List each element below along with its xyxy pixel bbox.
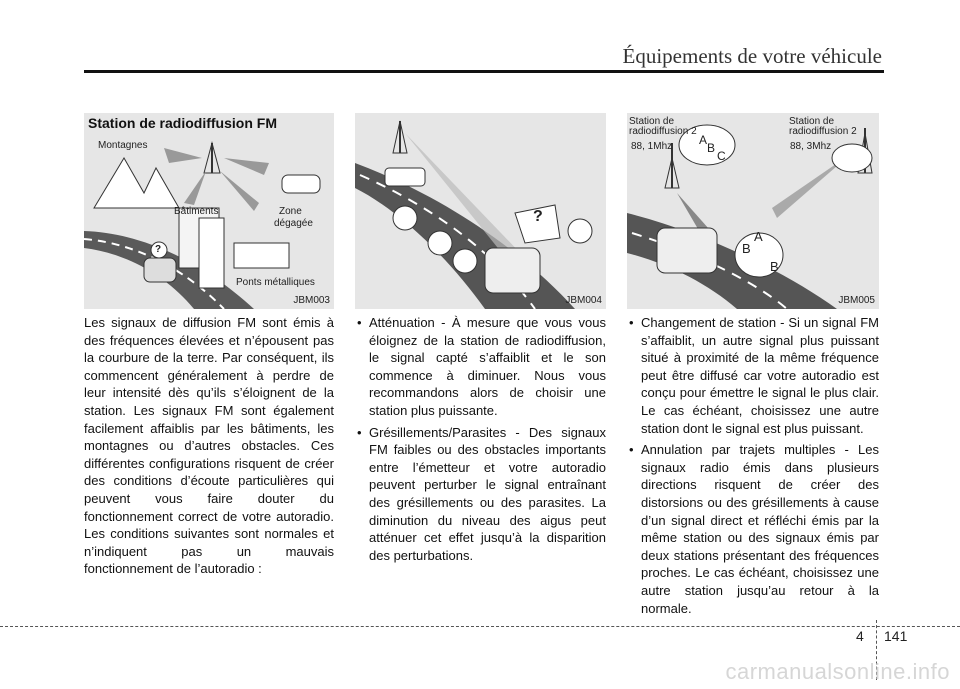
figure-station-change xyxy=(627,113,879,309)
label-mountains: Montagnes xyxy=(98,140,148,151)
figure-code: JBM003 xyxy=(293,295,330,306)
column-3 xyxy=(627,314,879,621)
label-freq-right: 88, 3Mhz xyxy=(790,141,832,152)
bullet-static xyxy=(355,424,606,565)
letter-a-bottom: A xyxy=(754,229,763,244)
label-station-right-2: radiodiffusion 2 xyxy=(789,126,857,137)
figure-title: Station de radiodiffusion FM xyxy=(88,115,277,131)
figure-attenuation xyxy=(355,113,606,309)
label-metal-bridges: Ponts métalliques xyxy=(236,277,315,288)
label-clear-zone-2: dégagée xyxy=(274,218,313,229)
letter-b-top: B xyxy=(707,141,716,155)
bullet-text: Grésillements/Parasites - Des signaux FM faibles ou des obstacles importants entre l’émetteur et votre autoradio peuvent perturber le signal entraînant des grésillements ou des parasites. La diminution du niveau des aigus peut atténuer cet effet jusqu’à la disparition des perturbations. xyxy=(369,424,606,563)
page-header-title: Équipements de votre véhicule xyxy=(622,44,882,68)
label-freq-left: 88, 1Mhz xyxy=(631,141,673,152)
column-2 xyxy=(355,314,606,568)
watermark: carmanualsonline.info xyxy=(725,659,950,684)
letter-c-top: C xyxy=(717,149,726,163)
label-station-right-1: Station de xyxy=(789,116,835,127)
bullet-dot: • xyxy=(629,442,634,458)
letter-b-bottom-2: B xyxy=(770,259,779,274)
page-number: 141 xyxy=(884,628,908,644)
figure-code: JBM005 xyxy=(838,295,875,306)
bullet-dot: • xyxy=(357,315,362,330)
chapter-number: 4 xyxy=(856,628,864,644)
bullet-station-change xyxy=(627,314,879,437)
letter-b-bottom-1: B xyxy=(742,241,751,256)
bullet-dot: • xyxy=(357,424,362,440)
label-buildings: Bâtiments xyxy=(174,206,219,217)
figure-fm-station xyxy=(84,113,334,309)
bullet-text: Annulation par trajets multiples - Les signaux radio émis dans plusieurs directions risquent de créer des distorsions ou des grésillements à cause d’un signal direct et réfléchi émis par la même station ou des signaux émis par deux stations présentant des fréquences proches. Le cas échéant, choisissez une autre station jusqu’au retour à la normale. xyxy=(641,442,879,616)
letter-a-top: A xyxy=(699,133,708,147)
label-station-left-2: radiodiffusion 2 xyxy=(629,126,697,137)
label-station-left-1: Station de xyxy=(629,116,675,127)
figure-code: JBM004 xyxy=(565,295,602,306)
footer-dashed-rule xyxy=(0,626,960,627)
bullet-attenuation xyxy=(355,314,606,420)
bullet-dot: • xyxy=(629,315,634,330)
bullet-text: Changement de station - Si un signal FM s’affaiblit, un autre signal plus puissant situé à proximité de la même fréquence peut être diffusé car votre autoradio est conçu pour émettre le signal le plus clair. Le cas échéant, choisissez une autre station dont le signal est plus puissant. xyxy=(641,315,879,436)
label-clear-zone-1: Zone xyxy=(279,206,302,217)
bullet-text: Atténuation - À mesure que vous vous éloignez de la station de radiodiffusion, le signal capté s’affaiblit et le son commence à diminuer. Nous vous recommandons alors de choisir une station plus puissante. xyxy=(369,315,606,418)
attenuation-illustration xyxy=(355,113,606,309)
header-rule xyxy=(84,70,884,73)
intro-paragraph: Les signaux de diffusion FM sont émis à des fréquences élevées et n’épousent pas la courbure de la terre. Par conséquent, ils commencent généralement à perdre de leur intensité dès qu’ils s’éloignent de la station. Les signaux FM sont également facilement affaiblis par les bâtiments, les montagnes ou d’autres obstacles. Ces différentes configurations risquent de créer des conditions d’écoute particulières qui peuvent vous faire douter du fonctionnement correct de votre autoradio. Les conditions suivantes sont normales et n’indiquent pas un mauvais fonctionnement de l’autoradio : xyxy=(84,315,334,577)
question-mark: ? xyxy=(155,244,162,255)
bullet-multipath xyxy=(627,441,879,617)
question-mark: ? xyxy=(533,208,543,225)
